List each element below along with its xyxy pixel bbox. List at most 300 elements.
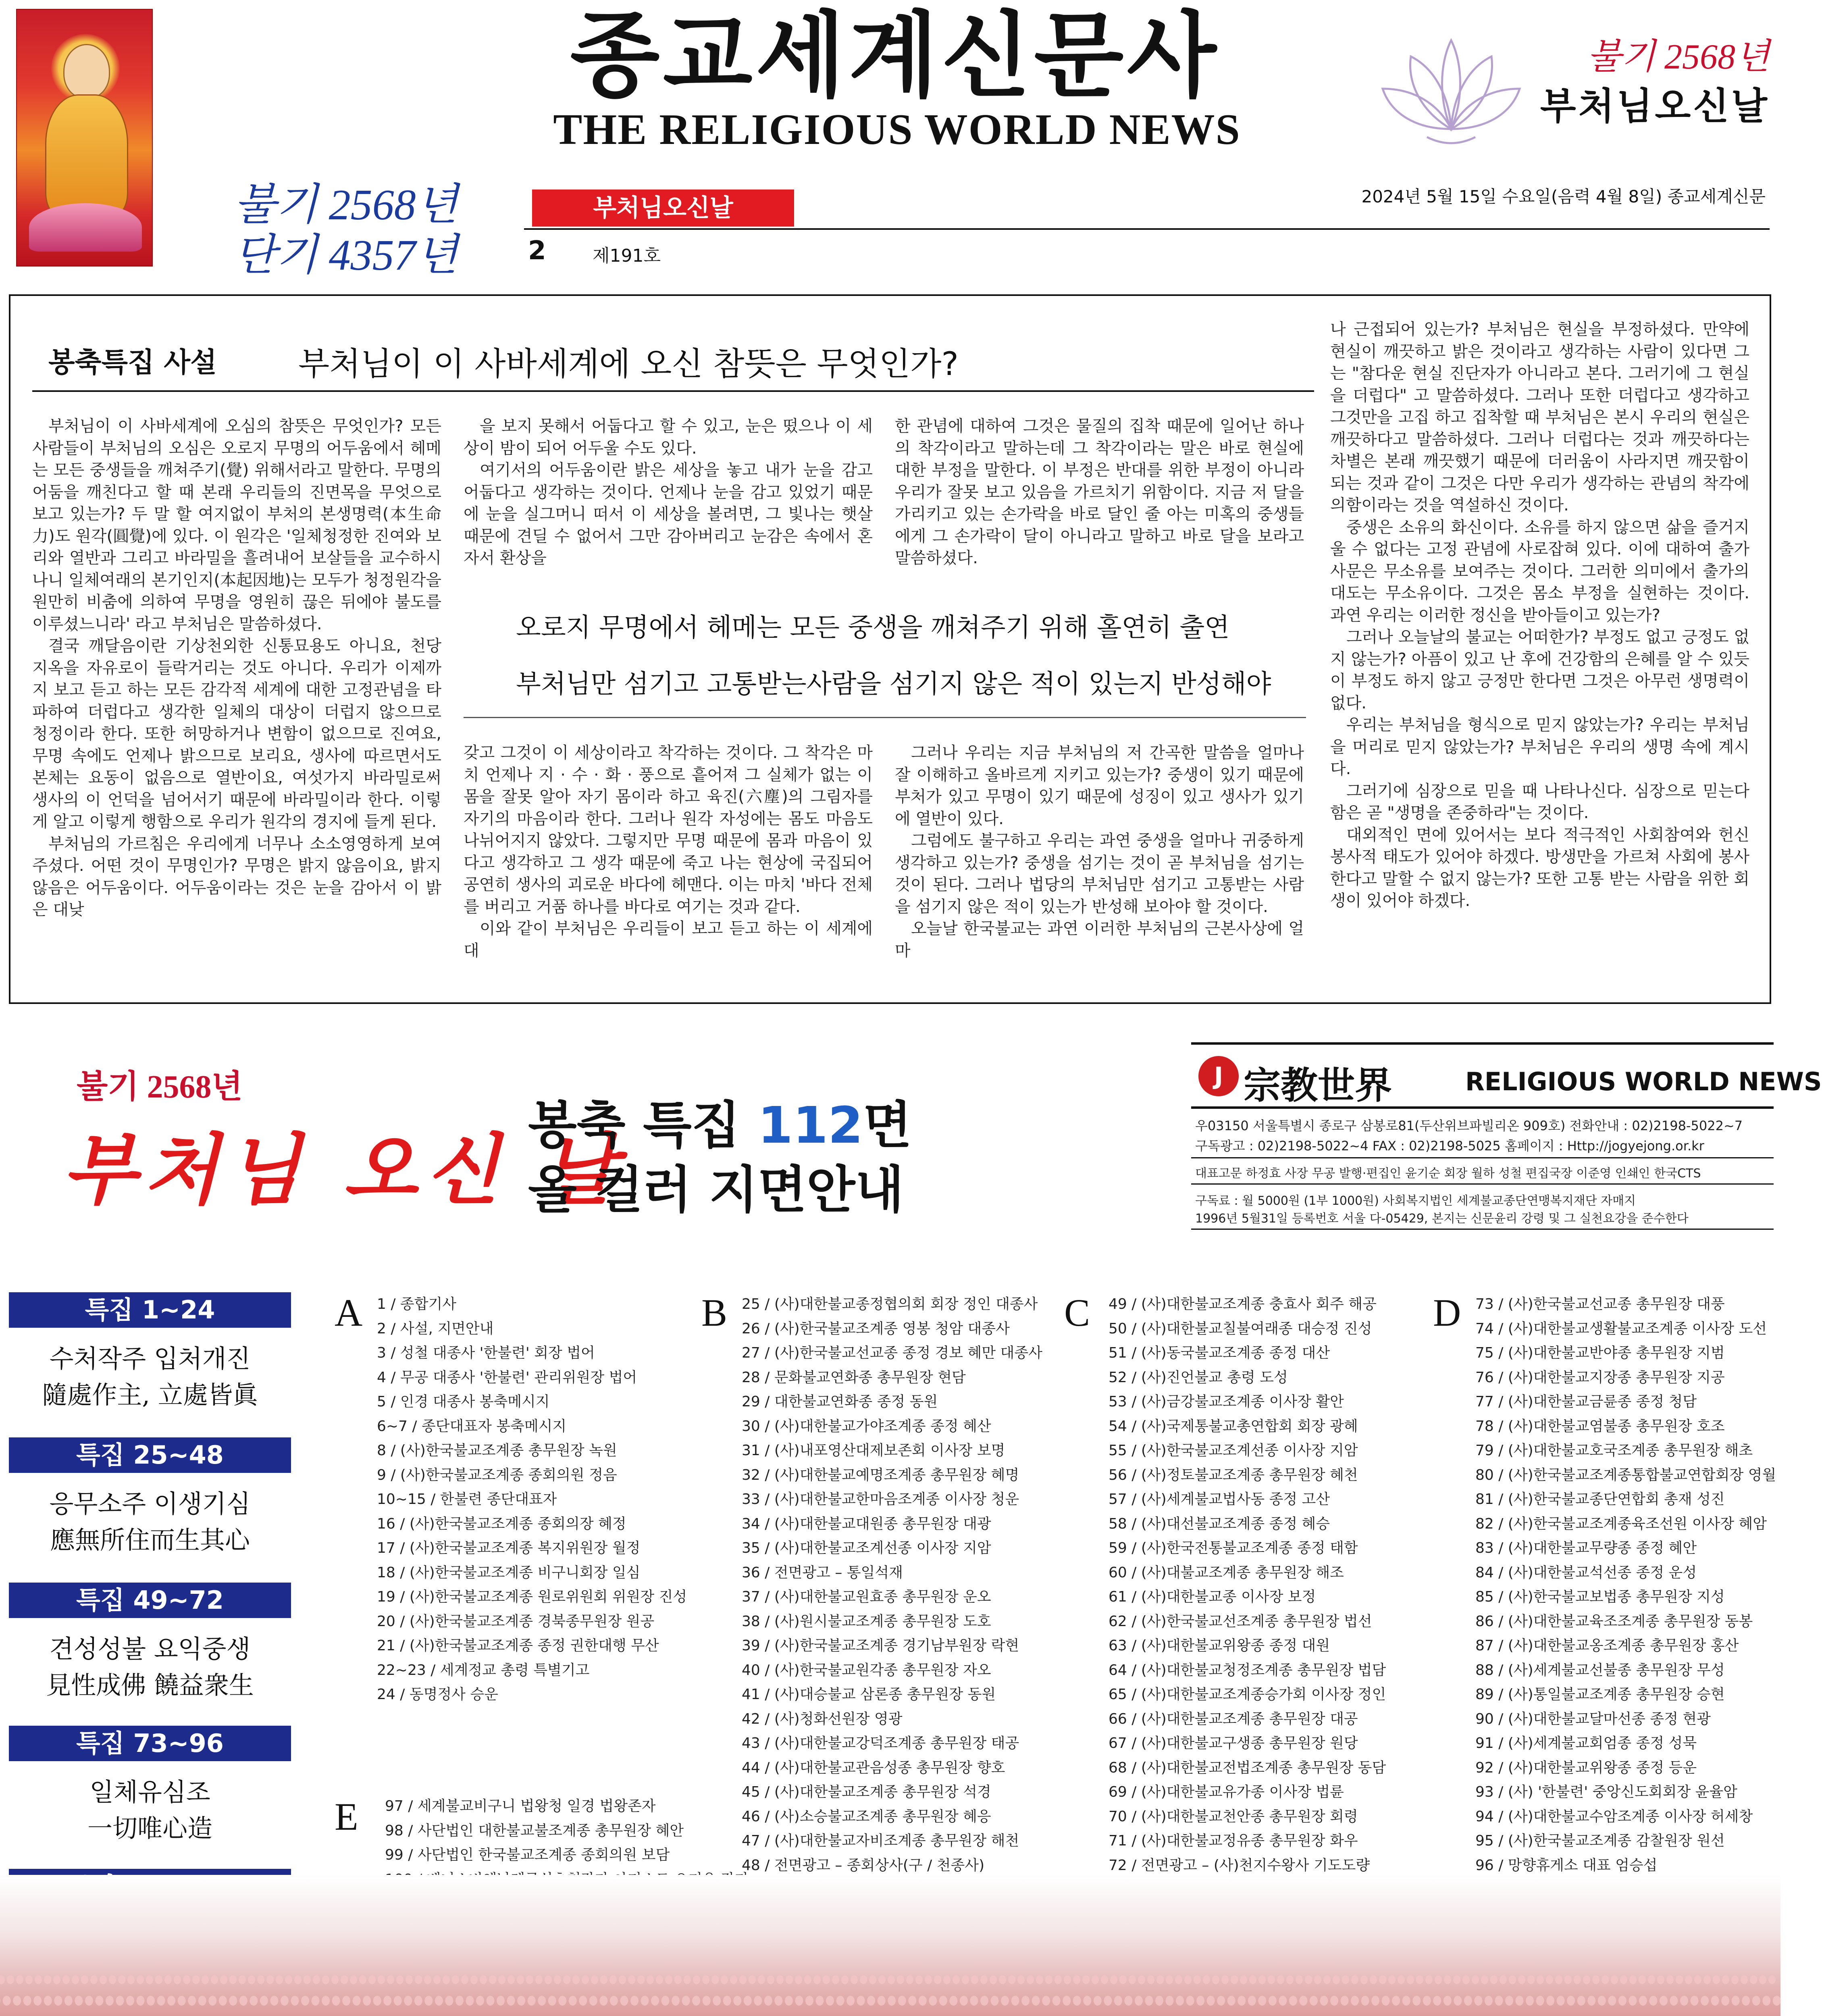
lantern-shape (674, 1975, 682, 1984)
lantern-shape (229, 1975, 237, 1984)
lantern-shape (1027, 1975, 1034, 1984)
lantern-shape (127, 1975, 135, 1984)
lantern-shape (878, 1975, 886, 1984)
lantern-shape (609, 1975, 617, 1984)
lantern-shape (100, 1975, 107, 1984)
lantern-shape (1711, 1996, 1719, 2006)
lantern-shape (1268, 1975, 1275, 1984)
lantern-shape (281, 1996, 289, 2006)
index-item: 53 / (사)금강불교조계종 이사장 활안 (1109, 1393, 1344, 1410)
special-page-unit: 면 (863, 1096, 912, 1155)
lantern-shape (999, 1975, 1006, 1984)
lantern-shape (579, 1996, 587, 2006)
index-item: 46 / (사)소승불교조계종 총무원장 혜응 (742, 1808, 991, 1825)
lantern-shape (1248, 1996, 1256, 2006)
lantern-shape (137, 1975, 144, 1984)
lantern-shape (294, 1975, 302, 1984)
category-motto-ko-1: 수처작주 입처개진 (49, 1344, 251, 1373)
lantern-shape (776, 1975, 784, 1984)
index-item: 91 / (사)세계불교회엄종 종정 성묵 (1475, 1735, 1697, 1752)
lantern-shape (341, 1975, 348, 1984)
lantern-shape (1196, 1996, 1204, 2006)
lantern-shape (939, 1996, 947, 2006)
index-item: 69 / (사)대한불교유가종 이사장 법륜 (1109, 1784, 1344, 1800)
lantern-shape (1598, 1996, 1606, 2006)
index-item: 36 / 전면광고 – 통일석재 (742, 1564, 903, 1581)
editorial-column-4 (1330, 319, 1749, 992)
lantern-shape (599, 1996, 607, 2006)
lantern-shape (1648, 1975, 1655, 1984)
lantern-shape (239, 1975, 246, 1984)
lantern-shape (1639, 1996, 1647, 2006)
lantern-shape (1703, 1975, 1711, 1984)
lantern-shape (220, 1975, 227, 1984)
lantern-shape (641, 1996, 649, 2006)
lantern-shape (816, 1996, 824, 2006)
lantern-shape (208, 1996, 216, 2006)
lantern-shape (1073, 1996, 1081, 2006)
lantern-shape (109, 1975, 116, 1984)
lantern-shape (1620, 1975, 1627, 1984)
lantern-shape (404, 1996, 412, 2006)
lantern-shape (1021, 1996, 1030, 2006)
lantern-shape (1505, 1996, 1513, 2006)
lantern-shape (1227, 1996, 1235, 2006)
lantern-shape (535, 1975, 543, 1984)
index-item: 40 / (사)한국불교원각종 총무원장 자오 (742, 1662, 991, 1679)
index-item: 64 / (사)대한불교청정조계종 총무원장 법담 (1109, 1662, 1386, 1679)
lantern-shape (406, 1975, 413, 1984)
lantern-shape (1759, 1975, 1766, 1984)
lantern-shape (754, 1996, 762, 2006)
lantern-shape (312, 1996, 320, 2006)
index-letter-a: A (335, 1291, 363, 1334)
lantern-shape (703, 1996, 711, 2006)
paragraph: 여기서의 어두움이란 밝은 세상을 놓고 내가 눈을 감고 어둡다고 생각하는 것이다. 언제나 눈을 감고 있었기 때문에 눈을 실그머니 떠서 이 세상을 볼려면, 그 빛나는 햇살 때문에 견딜 수 없어서 그만 감아버리고 눈감은 속에서 혼자서 환상을 (464, 461, 873, 567)
index-item: 75 / (사)대한불교반야종 총무원장 지범 (1475, 1345, 1725, 1361)
lantern-shape (1691, 1996, 1699, 2006)
lantern-shape (723, 1996, 731, 2006)
lantern-shape (962, 1975, 969, 1984)
lantern-shape (693, 1975, 700, 1984)
lantern-shape (774, 1996, 782, 2006)
lantern-shape (970, 1996, 978, 2006)
lantern-shape (888, 1975, 895, 1984)
lantern-shape (1713, 1975, 1720, 1984)
lantern-shape (1055, 1975, 1062, 1984)
lantern-shape (934, 1975, 941, 1984)
page-number: 2 (528, 236, 546, 266)
index-item: 76 / (사)대한불교지장종 총무원장 지공 (1475, 1369, 1725, 1386)
lantern-shape (1194, 1975, 1201, 1984)
lantern-shape (1011, 1996, 1019, 2006)
lower-title: 부처님 오신 날 (62, 1125, 624, 1215)
lantern-shape (1472, 1975, 1479, 1984)
lantern-shape (949, 1996, 957, 2006)
lantern-shape (898, 1996, 906, 2006)
lantern-shape (582, 1975, 589, 1984)
lantern-shape (1500, 1975, 1507, 1984)
lantern-shape (368, 1975, 376, 1984)
lantern-shape (925, 1975, 932, 1984)
lantern-shape (1416, 1975, 1423, 1984)
lantern-shape (1156, 1975, 1164, 1984)
category-head-2: 특집 25~48 (9, 1437, 291, 1473)
category-motto-hanja-4: 一切唯心造 (87, 1814, 212, 1843)
lantern-shape (897, 1975, 904, 1984)
lantern-shape (1649, 1996, 1657, 2006)
lantern-shape (424, 1975, 431, 1984)
lantern-shape (1481, 1975, 1488, 1984)
editorial-label: 봉축특집 사설 (48, 347, 217, 379)
lantern-shape (498, 1975, 505, 1984)
lantern-shape (219, 1996, 227, 2006)
index-item: 63 / (사)대한불교위왕종 종정 대원 (1109, 1637, 1330, 1654)
paragraph: 오늘날 한국불교는 과연 이러한 부처님의 근본사상에 얼마 (895, 919, 1304, 960)
index-item: 34 / (사)대한불교대원종 총무원장 대광 (742, 1515, 991, 1532)
category-head-3: 특집 49~72 (9, 1583, 291, 1618)
publisher-logo-bar (1191, 1042, 1822, 1109)
lantern-shape (1351, 1996, 1359, 2006)
top-right-title: 부처님오신날 (1540, 84, 1770, 128)
index-list-b (742, 1292, 1042, 1878)
lantern-shape (1392, 1996, 1400, 2006)
lantern-shape (497, 1996, 505, 2006)
lantern-shape (1752, 1996, 1760, 2006)
lantern-shape (202, 1975, 209, 1984)
index-item: 25 / (사)대한불교종정협의회 회장 정인 대종사 (742, 1296, 1038, 1312)
lantern-shape (1138, 1975, 1145, 1984)
lantern-shape (836, 1996, 844, 2006)
lantern-shape (445, 1996, 453, 2006)
lantern-shape (795, 1996, 803, 2006)
lantern-shape (1670, 1996, 1678, 2006)
lantern-shape (322, 1975, 329, 1984)
lantern-shape (1454, 1996, 1462, 2006)
index-item: 4 / 무공 대종사 '한불련' 관리위원장 법어 (377, 1369, 637, 1386)
lantern-shape (192, 1975, 200, 1984)
lantern-shape (1207, 1996, 1215, 2006)
index-item: 72 / 전면광고 – (사)천지수왕사 기도도량 (1109, 1857, 1370, 1874)
lantern-shape (651, 1996, 659, 2006)
lantern-shape (1509, 1975, 1516, 1984)
index-item: 5 / 인경 대종사 봉축메시지 (377, 1393, 550, 1410)
lantern-shape (1701, 1996, 1709, 2006)
index-item: 10~15 / 한불련 종단대표자 (377, 1491, 557, 1508)
lantern-shape (1101, 1975, 1108, 1984)
lantern-shape (1299, 1996, 1307, 2006)
lantern-shape (16, 1975, 23, 1984)
lantern-shape (682, 1996, 690, 2006)
lantern-shape (554, 1975, 561, 1984)
lotus-icon (1379, 28, 1524, 149)
index-item: 50 / (사)대한불교칠불여래종 대승정 진성 (1109, 1320, 1372, 1337)
index-item: 88 / (사)세계불교선불종 총무원장 무성 (1475, 1662, 1725, 1679)
lantern-shape (350, 1975, 357, 1984)
lantern-shape (1119, 1975, 1127, 1984)
lantern-shape (847, 1996, 855, 2006)
index-item: 84 / (사)대한불교석선종 종정 운성 (1475, 1564, 1697, 1581)
lantern-shape (1685, 1975, 1692, 1984)
index-item: 78 / (사)대한불교염불종 총무원장 호조 (1475, 1418, 1725, 1435)
lantern-shape (1750, 1975, 1757, 1984)
paragraph: 부처님의 가르침은 우리에게 너무나 소소영영하게 보여주셨다. 어떤 것이 무명인가? 무명은 밝지 않음이요, 밝지 않음은 어두움이다. 어두움이라는 것은 눈을 감아서 이 밝은 대낮 (32, 834, 441, 919)
index-item: 60 / (사)대불교조계종 총무원장 해조 (1109, 1564, 1344, 1581)
lantern-shape (452, 1975, 459, 1984)
lantern-shape (211, 1975, 218, 1984)
lantern-shape (545, 1975, 552, 1984)
lantern-shape (1330, 1996, 1338, 2006)
category-motto-ko-3: 견성성불 요익중생 (49, 1634, 251, 1664)
index-item: 39 / (사)한국불교조계종 경기남부원장 락현 (742, 1637, 1019, 1654)
index-item: 33 / (사)대한불교한마음조계종 이사장 청운 (742, 1491, 1019, 1508)
lantern-shape (991, 1996, 999, 2006)
index-item: 70 / (사)대한불교천안종 총무원장 회령 (1109, 1808, 1358, 1825)
baby-buddha-image (16, 9, 153, 267)
category-motto-hanja-1: 隨處作主, 立處皆眞 (42, 1380, 258, 1410)
lantern-shape (721, 1975, 728, 1984)
lantern-shape (1221, 1975, 1229, 1984)
lantern-shape (239, 1996, 248, 2006)
lantern-shape (1388, 1975, 1396, 1984)
lantern-shape (1064, 1975, 1071, 1984)
lantern-shape (711, 1975, 719, 1984)
top-right-year: 불기 2568년 (1587, 37, 1770, 77)
index-item: 18 / (사)한국불교조계종 비구니회장 일심 (377, 1564, 641, 1581)
index-item: 61 / (사)대한불교종 이사장 보정 (1109, 1589, 1316, 1605)
lantern-shape (64, 1996, 73, 2006)
index-item: 38 / (사)원시불교조계종 총무원장 도호 (742, 1613, 991, 1630)
lantern-shape (1490, 1975, 1498, 1984)
lantern-shape (1135, 1996, 1143, 2006)
lantern-shape (692, 1996, 700, 2006)
index-item: 42 / (사)청화선원장 영광 (742, 1710, 903, 1727)
paragraph: 우리는 부처님을 형식으로 믿지 않았는가? 우리는 부처님을 머리로 믿지 않았는가? 부처님은 우리의 생명 속에 계시다. (1330, 716, 1749, 778)
index-item: 49 / (사)대한불교조계종 충효사 회주 해공 (1109, 1296, 1377, 1312)
editorial-column-2-bottom (464, 742, 873, 992)
lantern-shape (1618, 1996, 1626, 2006)
index-item: 1 / 종합기사 (377, 1296, 457, 1312)
lantern-shape (1110, 1975, 1117, 1984)
lantern-shape (1310, 1996, 1318, 2006)
lantern-shape (1666, 1975, 1674, 1984)
lantern-shape (1114, 1996, 1122, 2006)
editorial-title: 부처님이 이 사바세계에 오신 참뜻은 무엇인가? (298, 345, 959, 383)
index-item: 44 / (사)대한불교관음성종 총무원장 향호 (742, 1759, 1005, 1776)
publisher-contact: 구독광고 : 02)2198-5022~4 FAX : 02)2198-5025 홈페이지 : Http://jogyejong.or.kr (1195, 1138, 1704, 1154)
lantern-shape (1166, 1996, 1174, 2006)
paragraph: 나 근접되어 있는가? 부처님은 현실을 부정하셨다. 만약에 현실이 깨끗하고 밝은 것이라고 생각하는 사람이 있다면 그는 "참다운 현실 진단자가 아니라고 본다. 그러기에 그 현실을 더럽다" 고 말씀하셨다. 그러나 또한 더럽다고 생각하고 그것만을 고집 하고 집착할 때 부처님은 본시 우리의 현실은 깨끗하다고 말씀하셨다. 그러나 더럽다는 것과 깨끗하다는 차별은 본래 깨끗했기 때문에 더러움이 사라지면 깨끗함이 되는 것과 같이 그것은 다만 우리가 생각하는 관념의 착각에 의함이라는 것을 역설하신 것이다. (1330, 320, 1749, 514)
lantern-shape (116, 1996, 124, 2006)
lantern-shape (1104, 1996, 1112, 2006)
masthead-rule (524, 228, 1770, 230)
lantern-shape (0, 1975, 5, 1984)
lantern-shape (869, 1975, 876, 1984)
lantern-shape (805, 1996, 813, 2006)
lantern-shape (1583, 1975, 1590, 1984)
publisher-logo: 宗教世界 (1244, 1064, 1392, 1107)
lantern-shape (1370, 1975, 1377, 1984)
lantern-shape (1042, 1996, 1050, 2006)
category-motto-ko-2: 응무소주 이생기심 (49, 1489, 251, 1518)
index-item: 65 / (사)대한불교조계종승가회 이사장 정인 (1109, 1686, 1386, 1703)
lantern-shape (75, 1996, 83, 2006)
lantern-shape (1567, 1996, 1575, 2006)
editorial-column-3-top (895, 415, 1304, 589)
lantern-shape (1323, 1975, 1331, 1984)
lantern-shape (1240, 1975, 1247, 1984)
lantern-shape (1092, 1975, 1099, 1984)
lantern-shape (1592, 1975, 1599, 1984)
lantern-shape (548, 1996, 556, 2006)
index-item: 66 / (사)대한불교조계종 총무원장 대공 (1109, 1710, 1358, 1727)
lantern-shape (342, 1996, 350, 2006)
lantern-shape (1249, 1975, 1256, 1984)
lantern-shape (661, 1996, 670, 2006)
lantern-shape (767, 1975, 774, 1984)
lantern-shape (53, 1975, 60, 1984)
lantern-shape (915, 1975, 923, 1984)
masthead-title-ko: 종교세계신문사 (570, 2, 1220, 110)
era-buddhist-year: 불기 2568년 (234, 181, 458, 229)
lantern-shape (1176, 1996, 1184, 2006)
lantern-shape (591, 1975, 598, 1984)
index-item: 30 / (사)대한불교가야조계종 종정 혜산 (742, 1418, 991, 1435)
lantern-shape (470, 1975, 478, 1984)
lantern-shape (1238, 1996, 1246, 2006)
lantern-shape (1333, 1975, 1340, 1984)
lantern-shape (1147, 1975, 1154, 1984)
lantern-shape (137, 1996, 145, 2006)
lantern-shape (980, 1996, 988, 2006)
lantern-shape (291, 1996, 299, 2006)
lantern-shape (826, 1996, 834, 2006)
j-badge-icon: J (1198, 1056, 1239, 1096)
lantern-shape (813, 1975, 821, 1984)
lantern-shape (1741, 1975, 1748, 1984)
index-item: 93 / (사) '한불련' 중앙신도회회장 윤율암 (1475, 1784, 1737, 1800)
index-item: 45 / (사)대한불교조계종 총무원장 석경 (742, 1784, 991, 1800)
lantern-shape (1217, 1996, 1225, 2006)
lantern-shape (435, 1996, 443, 2006)
index-letter-d: D (1433, 1291, 1461, 1334)
lower-year: 불기 2568년 (77, 1069, 243, 1105)
index-item: 68 / (사)대한불교전법조계종 총무원장 동담 (1109, 1759, 1386, 1776)
lantern-shape (1722, 1975, 1729, 1984)
lantern-shape (1412, 1996, 1421, 2006)
index-item: 3 / 성철 대종사 '한불련' 회장 법어 (377, 1345, 595, 1361)
index-item: 67 / (사)대한불교구생종 총무원장 원당 (1109, 1735, 1358, 1752)
lantern-shape (804, 1975, 811, 1984)
lantern-shape (373, 1996, 381, 2006)
lantern-shape (1382, 1996, 1390, 2006)
lantern-shape (1423, 1996, 1431, 2006)
lantern-shape (178, 1996, 186, 2006)
index-item: 21 / (사)한국불교조계종 종정 권한대행 무산 (377, 1637, 659, 1654)
lantern-shape (198, 1996, 206, 2006)
lantern-shape (353, 1996, 361, 2006)
masthead-title-en: THE RELIGIOUS WORLD NEWS (553, 106, 1241, 154)
lantern-shape (1402, 1996, 1410, 2006)
lantern-shape (1145, 1996, 1153, 2006)
paragraph: 그러나 우리는 지금 부처님의 저 간곡한 말씀을 얼마나 잘 이해하고 올바르게 지키고 있는가? 중생이 있기 때문에 부처가 있고 무명이 있기 때문에 성징이 있고 생사가 있기에 열반이 있다. (895, 744, 1304, 828)
lantern-shape (304, 1975, 311, 1984)
lantern-shape (62, 1975, 70, 1984)
lantern-shape (744, 1996, 752, 2006)
lantern-shape (1629, 1996, 1637, 2006)
publisher-subscription: 구독료 : 월 5000원 (1부 1000원) 사회복지법인 세계불교종단연맹복지재단 자매지 (1195, 1194, 1636, 1208)
lantern-shape (919, 1996, 927, 2006)
lantern-shape (1587, 1996, 1595, 2006)
index-list-a (377, 1292, 687, 1707)
index-item: 97 / 세계불교비구니 법왕청 일경 법왕존자 (385, 1798, 656, 1814)
index-item: 52 / (사)진언불교 총령 도성 (1109, 1369, 1288, 1386)
lantern-shape (147, 1996, 155, 2006)
lantern-shape (1546, 1975, 1553, 1984)
lantern-shape (1184, 1975, 1192, 1984)
index-item: 55 / (사)한국불교조계선종 이사장 지암 (1109, 1442, 1358, 1459)
lantern-shape (1425, 1975, 1433, 1984)
lantern-shape (1602, 1975, 1609, 1984)
lantern-shape (1277, 1975, 1284, 1984)
lantern-shape (569, 1996, 577, 2006)
lantern-shape (183, 1975, 190, 1984)
lantern-shape (456, 1996, 464, 2006)
paragraph: 그러기에 심장으로 믿을 때 나타나신다. 심장으로 믿는다 함은 곧 "생명을 존중하라"는 것이다. (1330, 781, 1749, 822)
lantern-shape (1175, 1975, 1182, 1984)
lantern-shape (23, 1996, 31, 2006)
lantern-shape (1082, 1975, 1090, 1984)
index-item: 54 / (사)국제통불교총연합회 회장 광혜 (1109, 1418, 1358, 1435)
publisher-staff: 대표고문 하정효 사장 무공 발행·편집인 윤기순 회장 월하 성철 편집국장 이준영 인쇄인 한국CTS (1195, 1166, 1701, 1181)
lantern-shape (860, 1975, 867, 1984)
lantern-shape (359, 1975, 366, 1984)
index-item: 87 / (사)대한불교옹조계종 총무원장 홍산 (1475, 1637, 1739, 1654)
lantern-shape (1379, 1975, 1386, 1984)
category-motto-ko-4: 일체유심조 (89, 1777, 210, 1807)
lantern-shape (517, 1996, 525, 2006)
index-item: 56 / (사)정토불교조계종 총무원장 혜천 (1109, 1466, 1358, 1483)
lantern-shape (487, 1996, 495, 2006)
index-item: 94 / (사)대한불교수암조계종 이사장 허세창 (1475, 1808, 1753, 1825)
lantern-shape (322, 1996, 330, 2006)
lantern-shape (1680, 1996, 1688, 2006)
lantern-shape (1407, 1975, 1414, 1984)
lantern-shape (841, 1975, 849, 1984)
lantern-shape (702, 1975, 709, 1984)
lantern-shape (1435, 1975, 1442, 1984)
lantern-shape (1629, 1975, 1637, 1984)
lantern-shape (167, 1996, 175, 2006)
lantern-shape (25, 1975, 33, 1984)
index-item: 96 / 망향휴게소 대표 엄승섭 (1475, 1857, 1658, 1874)
lantern-shape (832, 1975, 839, 1984)
index-item: 82 / (사)한국불교조계종육조선원 이사장 혜암 (1475, 1515, 1767, 1532)
special-page-count: 112 (758, 1096, 863, 1155)
lantern-shape (610, 1996, 618, 2006)
lantern-shape (656, 1975, 663, 1984)
lantern-shape (285, 1975, 292, 1984)
lantern-shape (733, 1996, 741, 2006)
lantern-shape (433, 1975, 441, 1984)
lantern-shape (1537, 1975, 1544, 1984)
lantern-shape (563, 1975, 570, 1984)
lantern-shape (1694, 1975, 1701, 1984)
lantern-shape (1258, 1996, 1266, 2006)
lantern-shape (672, 1996, 680, 2006)
index-item: 74 / (사)대한불교생활불교조계종 이사장 도선 (1475, 1320, 1767, 1337)
special-edition-subtitle: 올 컬러 지면안내 (528, 1161, 904, 1219)
